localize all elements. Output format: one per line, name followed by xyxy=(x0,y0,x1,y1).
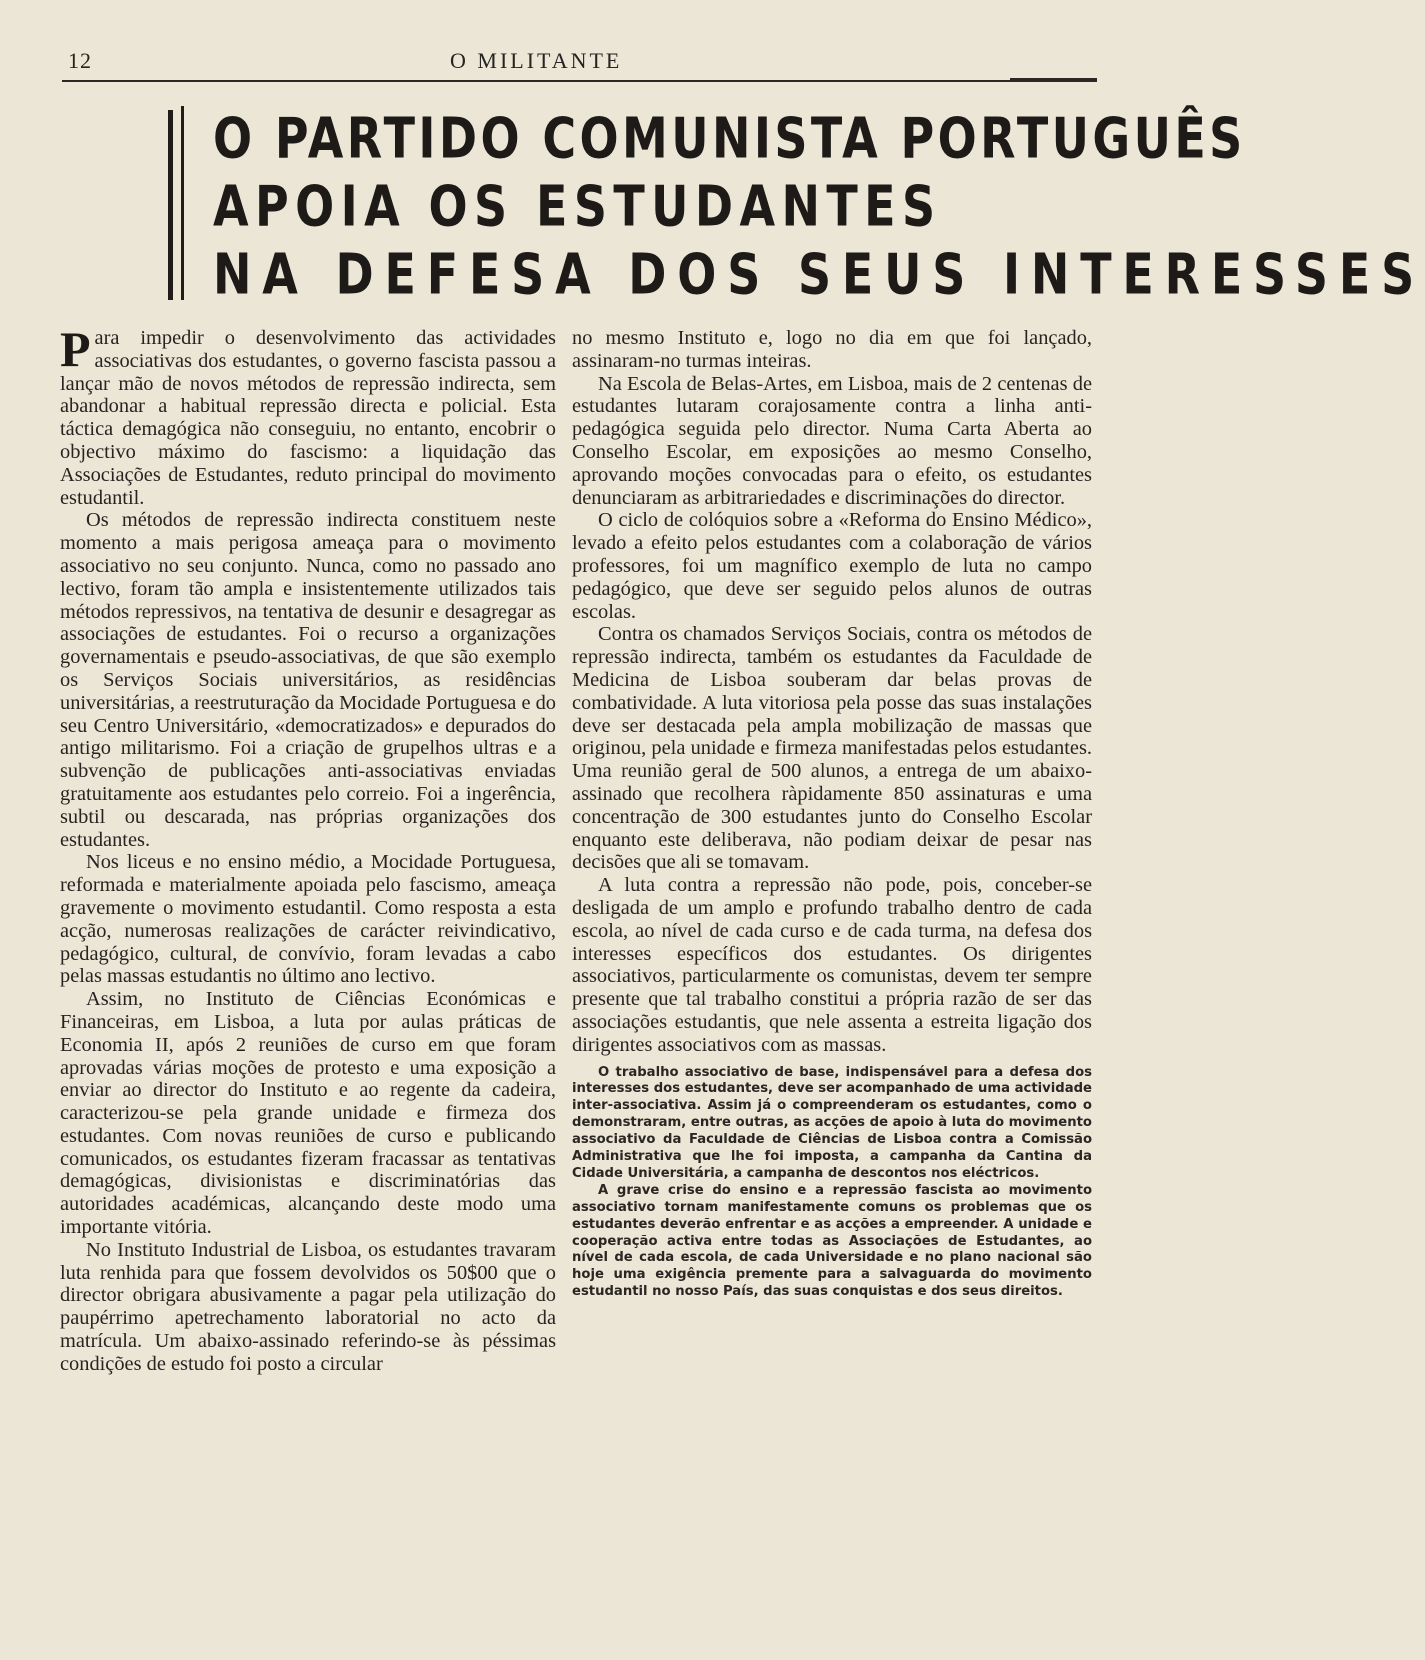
article-paragraph: no mesmo Instituto e, logo no dia em que foi lançado, assinaram-no turmas inteiras. xyxy=(572,327,1092,372)
headline-line-2: APOIA OS ESTUDANTES xyxy=(213,173,942,239)
article-paragraph: Na Escola de Belas-Artes, em Lisboa, mais de 2 centenas de estudantes lutaram corajosamente contra a linha anti-pedagógica seguida pelo director. Numa Carta Aberta ao Conselho Escolar, em exposições ao mesmo Conselho, aprovando moções convocadas para o efeito, os estudantes denunciaram as arbitrariedades e discriminações do director. xyxy=(572,372,1092,509)
article-paragraph: A luta contra a repressão não pode, pois, conceber-se desligada de um amplo e profundo trabalho dentro de cada escola, ao nível de cada curso e de cada turma, na defesa dos interesses específicos dos estudantes. Os dirigentes associativos, particularmente os comunistas, devem ter sempre presente que tal trabalho constitui a própria razão de ser das associações estudantis, que nele assenta a estreita ligação dos dirigentes associativos com as massas. xyxy=(572,874,1092,1056)
note-paragraph: O trabalho associativo de base, indispensável para a defesa dos interesses dos estudantes, deve ser acompanhado de uma actividade inter-associativa. Assim já o compreenderam os estudantes, como o demonstraram, entre outras, as acções de apoio à luta do movimento associativo da Faculdade de Ciências de Lisboa contra a Comissão Administrativa que lhe foi imposta, a campanha da Cantina da Cidade Universitária, a campanha de descontos nos eléctricos. xyxy=(572,1064,1092,1181)
article-column-left xyxy=(60,321,556,1376)
page-number: 12 xyxy=(68,48,92,73)
header-rule xyxy=(62,80,1097,82)
article-paragraph: No Instituto Industrial de Lisboa, os estudantes travaram luta renhida para que fossem devolvidos os 50$00 que o director obrigara abusivamente a pagar pela utilização do paupérrimo apetrechamento laboratorial no acto da matrícula. Um abaixo-assinado referindo-se às péssimas condições de estudo foi posto a circular xyxy=(60,1238,556,1375)
header-rule-accent xyxy=(1010,78,1097,82)
headline-bar xyxy=(181,106,184,300)
article-column-right xyxy=(572,327,1092,1301)
article-paragraph: Contra os chamados Serviços Sociais, contra os métodos de repressão indirecta, também os estudantes da Faculdade de Medicina de Lisboa souberam dar belas provas de combatividade. A luta vitoriosa pela posse das suas instalações deve ser destacada pela ampla mobilização de massas que originou, pela unidade e firmeza manifestadas pelos estudantes. Uma reunião geral de 500 alunos, a entrega de um abaixo-assinado que recolhera ràpidamente 850 assinaturas e uma concentração de 300 estudantes junto do Conselho Escolar enquanto este deliberava, não podiam deixar de pesar nas decisões que ali se tomavam. xyxy=(572,623,1092,874)
article-paragraph: Nos liceus e no ensino médio, a Mocidade Portuguesa, reformada e materialmente apoiada pelo fascismo, ameaça gravemente o movimento estudantil. Como resposta a esta acção, numerosas realizações de carácter reivindicativo, pedagógico, cultural, de convívio, foram levadas a cabo pelas massas estudantis no último ano lectivo. xyxy=(60,851,556,988)
article-paragraph: Para impedir o desenvolvimento das actividades associativas dos estudantes, o governo fascista passou a lançar mão de novos métodos de repressão indirecta, sem abandonar a habitual repressão directa e policial. Esta táctica demagógica não conseguiu, no entanto, encobrir o objectivo máximo do fascismo: a liquidação das Associações de Estudantes, reduto principal do movimento estudantil. xyxy=(60,321,556,509)
headline-line-1: O PARTIDO COMUNISTA PORTUGUÊS xyxy=(213,105,1246,171)
article-paragraph: Os métodos de repressão indirecta constituem neste momento a mais perigosa ameaça para o movimento associativo no seu conjunto. Nunca, como no passado ano lectivo, foram tão ampla e insistentemente utilizados tais métodos repressivos, na tentativa de desunir e desagregar as associações de estudantes. Foi o recurso a organizações governamentais e pseudo-associativas, de que são exemplo os Serviços Sociais universitários, as residências universitárias, a reestruturação da Mocidade Portuguesa e do seu Centro Universitário, «democratizados» e depurados do antigo militarismo. Foi a criação de grupelhos ultras e a subvenção de publicações anti-associativas enviadas gratuitamente aos estudantes pelo correio. Foi a ingerência, subtil ou descarada, nas próprias organizações dos estudantes. xyxy=(60,509,556,851)
article-paragraph: O ciclo de colóquios sobre a «Reforma do Ensino Médico», levado a efeito pelos estudantes com a colaboração de vários professores, foi um magnífico exemplo de luta no campo pedagógico, que deve ser seguido pelos alunos de outras escolas. xyxy=(572,509,1092,623)
article-paragraph: Assim, no Instituto de Ciências Económicas e Financeiras, em Lisboa, a luta por aulas práticas de Economia II, após 2 reuniões de curso em que foram aprovadas várias moções de protesto e uma exposição a enviar ao director do Instituto e ao regente da cadeira, caracterizou-se pela grande unidade e firmeza dos estudantes. Com novas reuniões de curso e publicando comunicados, os estudantes fizeram fracassar as tentativas demagógicas, divisionistas e discriminatórias das autoridades académicas, alcançando deste modo uma importante vitória. xyxy=(60,988,556,1239)
headline-bar xyxy=(168,110,173,300)
running-head xyxy=(60,46,1113,74)
drop-cap: P xyxy=(60,321,91,377)
closing-note xyxy=(572,1065,1092,1302)
headline-line-3: NA DEFESA DOS SEUS INTERESSES xyxy=(213,241,1425,307)
journal-name: O MILITANTE xyxy=(450,48,623,73)
headline xyxy=(168,100,1425,307)
note-paragraph: A grave crise do ensino e a repressão fascista ao movimento associativo tornam manifestamente comuns os problemas que os estudantes deverão enfrentar e as acções a empreender. A unidade e cooperação activa entre todas as Associações de Estudantes, ao nível de cada escola, de cada Universidade e no plano nacional são hoje uma exigência premente para a salvaguarda do movimento estudantil no nosso País, das suas conquistas e dos seus direitos. xyxy=(572,1182,1092,1300)
